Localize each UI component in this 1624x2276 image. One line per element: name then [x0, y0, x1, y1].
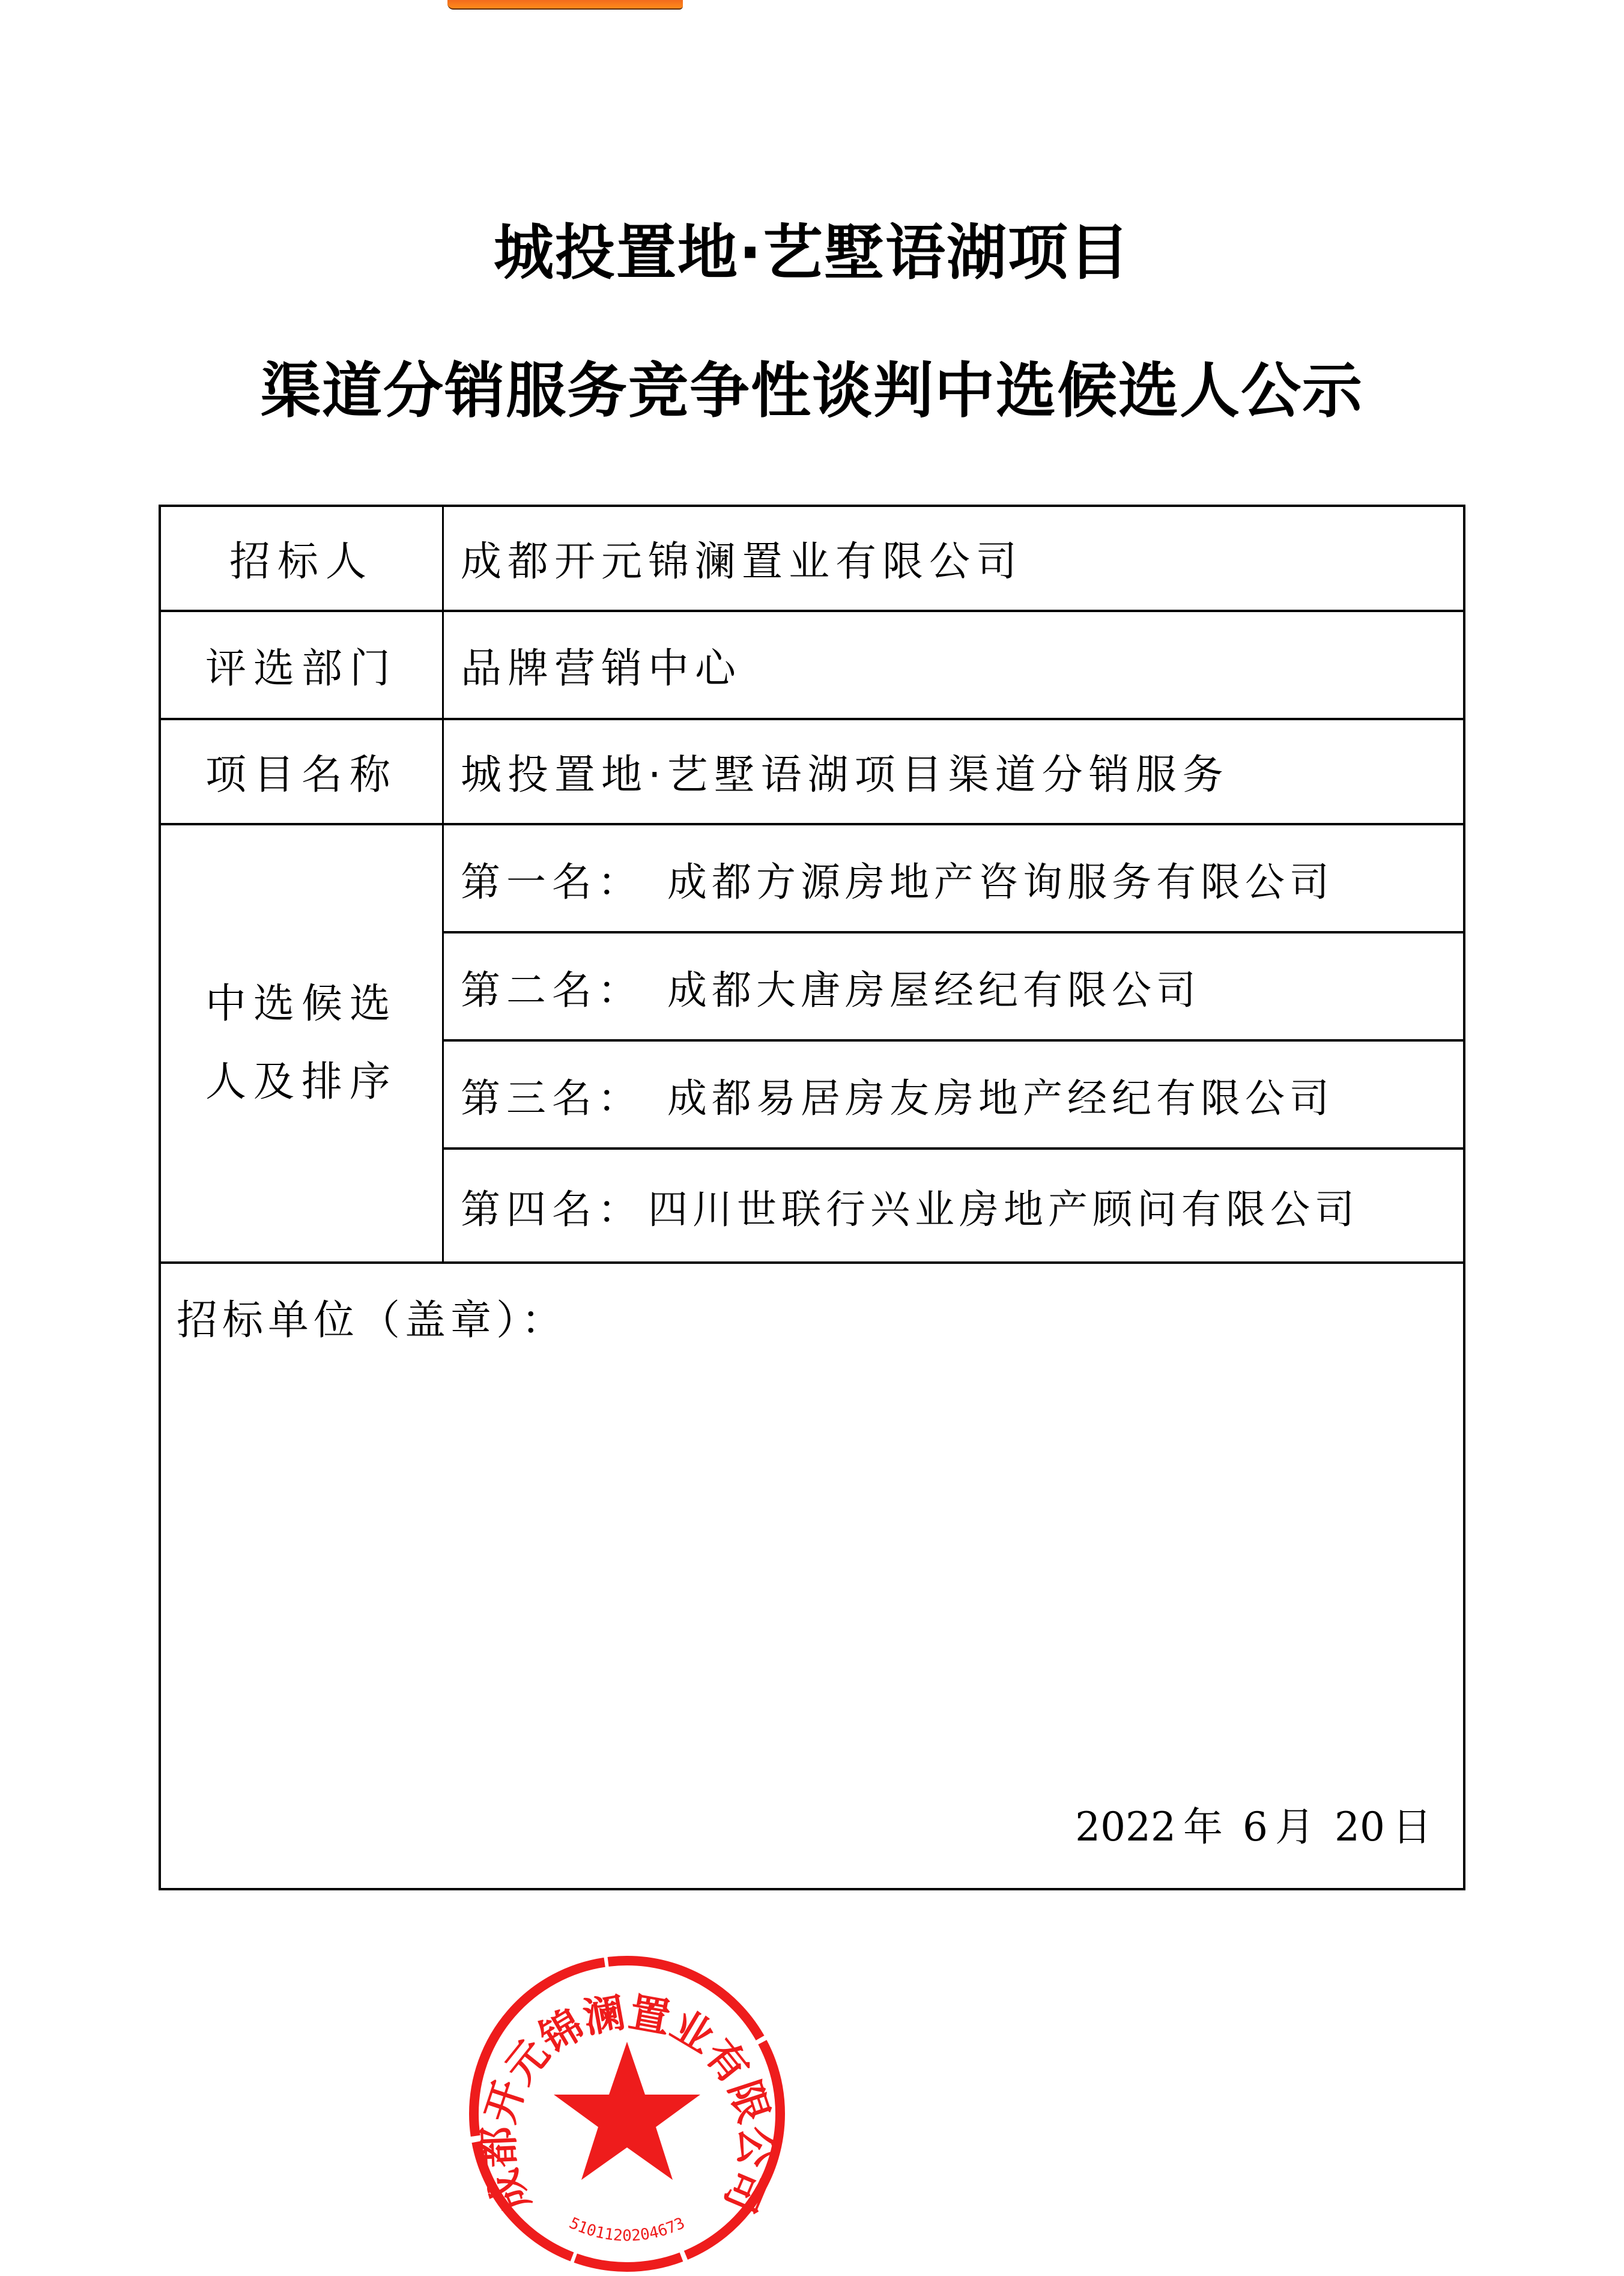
announcement-table	[159, 505, 1465, 2245]
candidates-label-line-2: 人及排序	[205, 1058, 398, 1106]
company-seal-stamp	[465, 1952, 789, 2276]
candidate-item-3	[444, 1042, 1463, 1150]
row-label: 评选部门	[161, 612, 444, 718]
date-month-unit: 月	[1275, 1804, 1315, 1850]
date-day-unit: 日	[1392, 1804, 1432, 1850]
row-label: 项目名称	[161, 720, 444, 823]
top-orange-strip	[447, 0, 683, 10]
row-value: 成都开元锦澜置业有限公司	[461, 538, 1023, 586]
signature-cell	[161, 1264, 1463, 2245]
candidates-label-line-1: 中选候选	[205, 980, 398, 1028]
row-label: 招标人	[161, 507, 444, 610]
candidate-name: 四川世联行兴业房地产顾问有限公司	[648, 1186, 1359, 1233]
date-day: 20	[1335, 1804, 1385, 1850]
candidate-rank: 第一名：	[461, 858, 643, 905]
star-icon	[554, 2042, 700, 2180]
candidate-name: 成都易居房友房地产经纪有限公司	[667, 1075, 1334, 1121]
table-row-department	[161, 612, 1463, 720]
row-value: 品牌营销中心	[461, 645, 742, 693]
table-row-project-name	[161, 720, 1463, 825]
date-year: 2022	[1075, 1804, 1177, 1850]
row-value: 城投置地·艺墅语湖项目渠道分销服务	[461, 751, 1229, 799]
date-month: 6	[1243, 1804, 1268, 1850]
candidate-item-2	[444, 933, 1463, 1042]
candidate-item-4	[444, 1150, 1463, 1261]
candidate-name: 成都方源房地产咨询服务有限公司	[667, 858, 1334, 905]
date-year-unit: 年	[1183, 1804, 1223, 1850]
table-row-tenderer	[161, 507, 1463, 612]
candidate-rank: 第二名：	[461, 967, 643, 1013]
table-row-candidates	[161, 825, 1463, 1264]
seal-company-text: 成都开元锦澜置业有限公司	[474, 1988, 780, 2220]
announcement-date	[1071, 1795, 1435, 1852]
seal-code-text: 5101120204673	[566, 2214, 688, 2245]
document-title-line-1: 城投置地·艺墅语湖项目	[494, 217, 1130, 288]
candidate-item-1	[444, 825, 1463, 933]
candidate-name: 成都大唐房屋经纪有限公司	[667, 967, 1201, 1013]
document-title-line-2: 渠道分销服务竞争性谈判中选候选人公示	[261, 356, 1363, 426]
candidates-label	[161, 825, 444, 1261]
candidate-rank: 第三名：	[461, 1075, 643, 1121]
candidate-rank: 第四名：	[461, 1186, 643, 1233]
signature-label: 招标单位（盖章）：	[177, 1297, 568, 1344]
